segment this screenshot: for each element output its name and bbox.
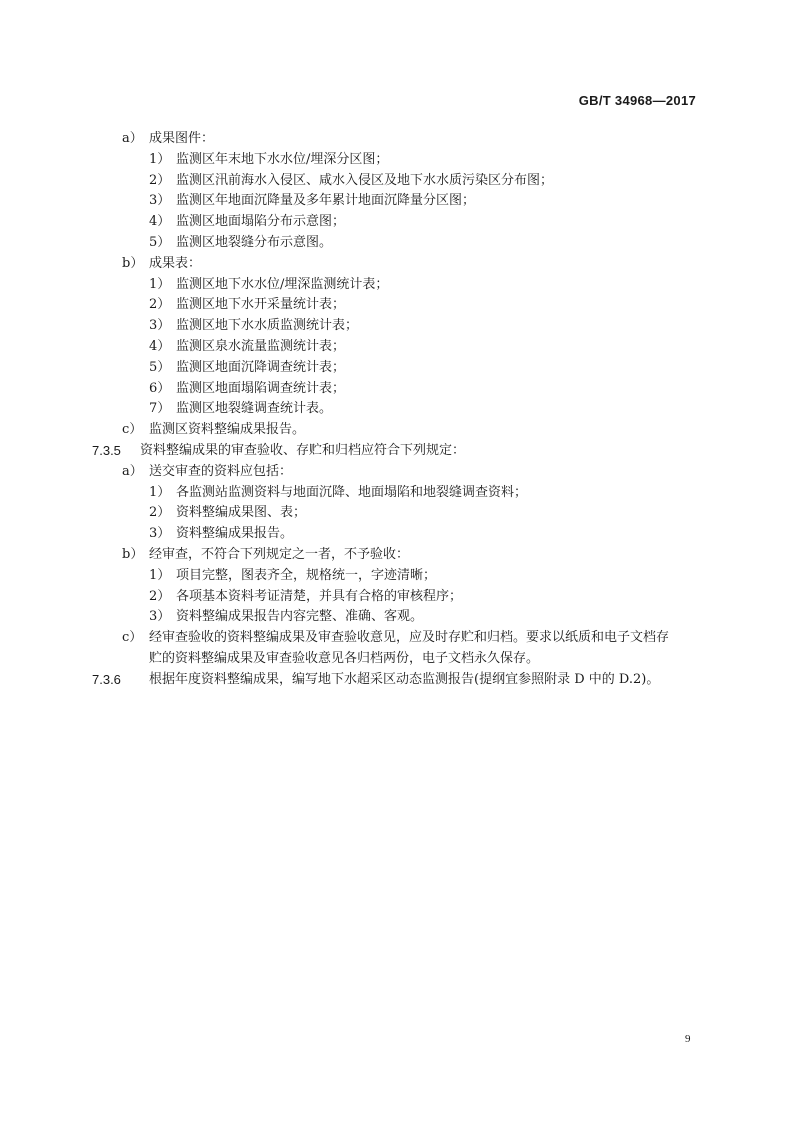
list-text: 资料整编成果报告。 — [176, 526, 294, 542]
list-marker: 1） — [149, 151, 171, 167]
list-item — [0, 316, 794, 337]
section-clause — [0, 441, 794, 462]
list-marker: 2） — [149, 588, 171, 604]
list-text: 资料整编成果报告内容完整、准确、客观。 — [176, 609, 424, 625]
list-item — [0, 275, 794, 296]
list-text: 监测区地面沉降调查统计表； — [176, 359, 346, 375]
list-item — [0, 566, 794, 587]
list-item — [0, 129, 794, 150]
list-marker: 7） — [149, 401, 171, 417]
list-marker: 3） — [149, 609, 171, 625]
list-marker: c） — [122, 422, 143, 438]
list-text: 监测区地下水开采量统计表； — [176, 297, 346, 313]
list-text: 监测区资料整编成果报告。 — [149, 422, 306, 438]
list-item — [0, 462, 794, 483]
list-marker: 1） — [149, 484, 171, 500]
clause-text: 根据年度资料整编成果，编写地下水超采区动态监测报告(提纲宜参照附录 D 中的 D.2)。 — [149, 671, 660, 687]
section-clause — [0, 670, 794, 691]
list-marker: 3） — [149, 318, 171, 334]
list-item — [0, 254, 794, 275]
list-text: 监测区地裂缝调查统计表。 — [176, 401, 333, 417]
list-text: 监测区年地面沉降量及多年累计地面沉降量分区图； — [176, 193, 476, 209]
list-marker: 3） — [149, 526, 171, 542]
standard-code: GB/T 34968—2017 — [578, 93, 696, 108]
clause-text: 资料整编成果的审查验收、存贮和归档应符合下列规定： — [140, 442, 466, 458]
list-marker: 5） — [149, 234, 171, 250]
list-marker: 2） — [149, 297, 171, 313]
list-item — [0, 379, 794, 400]
list-text: 监测区年末地下水水位/埋深分区图； — [176, 151, 389, 167]
list-item — [0, 191, 794, 212]
page-number: 9 — [685, 1033, 691, 1045]
list-text: 项目完整，图表齐全，规格统一，字迹清晰； — [176, 567, 437, 583]
list-text: 各项基本资料考证清楚，并具有合格的审核程序； — [176, 588, 463, 604]
list-marker: 2） — [149, 172, 171, 188]
list-marker: 4） — [149, 338, 171, 354]
list-item — [0, 358, 794, 379]
list-marker: 1） — [149, 567, 171, 583]
list-item — [0, 171, 794, 192]
list-text: 监测区地面塌陷调查统计表； — [176, 380, 346, 396]
list-text: 监测区地裂缝分布示意图。 — [176, 234, 333, 250]
list-item — [0, 483, 794, 504]
list-text: 经审查验收的资料整编成果及审查验收意见，应及时存贮和归档。要求以纸质和电子文档存 — [149, 630, 670, 646]
list-text: 成果表： — [149, 255, 202, 271]
list-text: 监测区地下水水位/埋深监测统计表； — [176, 276, 389, 292]
list-item — [0, 545, 794, 566]
list-item — [0, 628, 794, 649]
list-item — [0, 587, 794, 608]
list-marker: 6） — [149, 380, 171, 396]
list-marker: 5） — [149, 359, 171, 375]
document-body — [0, 129, 794, 691]
list-item — [0, 295, 794, 316]
list-text: 各监测站监测资料与地面沉降、地面塌陷和地裂缝调查资料； — [176, 484, 528, 500]
list-item — [0, 503, 794, 524]
list-text: 成果图件： — [149, 131, 215, 146]
list-text: 经审查，不符合下列规定之一者，不予验收： — [149, 546, 410, 562]
list-item — [0, 420, 794, 441]
list-marker: b） — [122, 255, 144, 271]
list-marker: 2） — [149, 505, 171, 521]
list-text: 监测区汛前海水入侵区、咸水入侵区及地下水水质污染区分布图； — [176, 172, 554, 188]
list-text: 监测区地下水水质监测统计表； — [176, 318, 359, 334]
list-marker: 3） — [149, 193, 171, 209]
list-marker: c） — [122, 630, 143, 646]
list-text: 贮的资料整编成果及审查验收意见各归档两份，电子文档永久保存。 — [149, 650, 540, 666]
list-item — [0, 150, 794, 171]
list-marker: 1） — [149, 276, 171, 292]
list-item — [0, 607, 794, 628]
list-text: 资料整编成果图、表； — [176, 505, 307, 521]
list-text: 监测区地面塌陷分布示意图； — [176, 214, 346, 230]
clause-number: 7.3.5 — [92, 442, 121, 458]
list-marker: a） — [122, 463, 143, 479]
list-item — [0, 212, 794, 233]
list-marker: a） — [122, 131, 143, 146]
list-text: 送交审查的资料应包括： — [149, 463, 293, 479]
list-item — [0, 399, 794, 420]
list-marker: b） — [122, 546, 144, 562]
list-text: 监测区泉水流量监测统计表； — [176, 338, 346, 354]
list-item — [0, 524, 794, 545]
list-item-continuation — [0, 649, 794, 670]
list-item — [0, 233, 794, 254]
list-item — [0, 337, 794, 358]
list-marker: 4） — [149, 214, 171, 230]
clause-number: 7.3.6 — [92, 671, 121, 687]
